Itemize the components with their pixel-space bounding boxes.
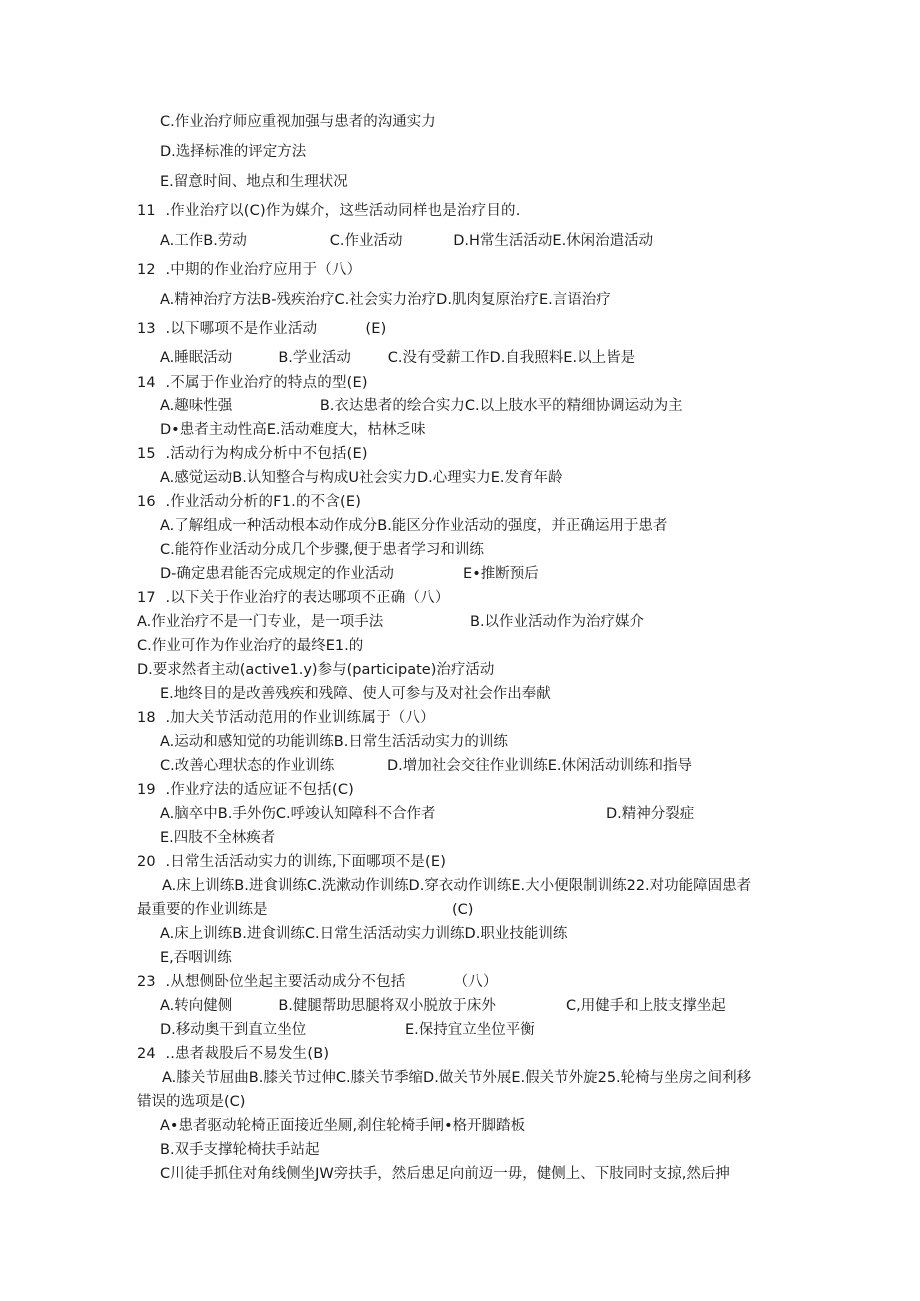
question-25-continued: 错误的选项是(C) — [137, 1094, 246, 1110]
question-22-continued: 最重要的作业训练是 — [137, 902, 268, 918]
question-11: 11 .作业治疗以(C)作为媒介，这些活动同样也是治疗目的. — [137, 203, 521, 219]
option-19-d: D.精神分裂症 — [606, 806, 695, 822]
question-12: 12 .中期的作业治疗应用于（八） — [137, 262, 362, 278]
option-17-e: E.地终目的是改善残疾和残障、使人可参与及对社会作出奉献 — [160, 686, 551, 702]
options-18-de: D.增加社会交往作业训练E.休闲活动训练和指导 — [387, 758, 693, 774]
options-13: A.睡眠活动 B.学业活动 C.没有受薪工作D.自我照料E.以上皆是 — [160, 350, 636, 366]
question-20: 20 .日常生活活动实力的训练,下面哪项不是(E) — [137, 854, 447, 870]
option-19-e: E.四肢不全林痪者 — [160, 830, 276, 846]
options-18-line-1: A.运动和感知觉的功能训练B.日常生活活动实力的训练 — [160, 734, 508, 750]
question-15: 15 .活动行为构成分析中不包括(E) — [137, 446, 368, 462]
question-19: 19 .作业疗法的适应证不包括(C) — [137, 782, 355, 798]
options-14-line-2: D•患者主动性高E.活动难度大，枯林乏味 — [160, 422, 426, 438]
option-d-line: D.选择标准的评定方法 — [160, 144, 307, 160]
option-c-line: C.作业治疗师应重视加强与患者的沟通实力 — [160, 114, 436, 130]
options-15: A.感觉运动B.认知整合与构成U社会实力D.心理实力E.发育年龄 — [160, 470, 563, 486]
question-14: 14 .不属于作业治疗的特点的型(E) — [137, 375, 368, 391]
options-16-line-2: C.能符作业活动分成几个步骤,便于患者学习和训练 — [160, 542, 484, 558]
answer-22: (C) — [452, 902, 474, 918]
option-25-a: A•患者驱动轮椅正面接近坐厕,刹住轮椅手闸•格开脚踏板 — [160, 1118, 526, 1134]
option-17-d: D.要求然者主动(active1.y)参与(participate)治疗活动 — [137, 662, 495, 678]
options-24-and-question-25: A.膝关节屈曲B.膝关节过伸C.膝关节季缩D.做关节外展E.假关节外旋25.轮椅与坐房之间利移 — [162, 1070, 752, 1086]
options-19-abc: A.脑卒中B.手外伤C.呼竣认知障科不合作者 — [160, 806, 436, 822]
question-23: 23 .从想侧卧位坐起主要活动成分不包括 （八） — [137, 974, 498, 990]
option-17-a: A.作业治疗不是一门专业，是一项手法 — [137, 614, 384, 630]
options-23-ab: A.转向健侧 B.健腿帮助思腿将双小脱放于床外 — [160, 998, 496, 1014]
option-23-e: E.保持宜立坐位平衡 — [405, 1022, 535, 1038]
option-e-line: E.留意时间、地点和生理状况 — [160, 174, 348, 190]
question-24: 24 ..患者裁股后不易发生(B) — [137, 1046, 330, 1062]
options-20-and-question-22: A.床上训练B.进食训练C.洗漱动作训练D.穿衣动作训练E.大小便限制训练22.对功能障固患者 — [162, 878, 752, 894]
options-16-line-3: D-确定患君能否完成规定的作业活动 E•推断预后 — [160, 566, 539, 582]
question-13: 13 .以下哪项不是作业活动 (E) — [137, 321, 387, 337]
option-23-c: C,用健手和上肢支撑坐起 — [566, 998, 726, 1014]
question-17: 17 .以下关于作业治疗的表达哪项不正确（八） — [137, 590, 450, 606]
option-25-c: C川徒手抓住对角线侧坐JW旁扶手，然后患足向前迈一毋，健侧上、下肢同时支掠,然后抻 — [160, 1166, 730, 1182]
question-16: 16 .作业活动分析的F1.的不含(E) — [137, 494, 362, 510]
options-11: A.工作B.劳动 C.作业活动 D.H常生活活动E.休闲治遣活动 — [160, 233, 654, 249]
option-25-b: B.双手支撑轮椅扶手站起 — [160, 1142, 320, 1158]
option-23-d: D.移动奥干到直立坐位 — [160, 1022, 307, 1038]
options-14-line-1: A.趣味性强 B.衣达患者的绘合实力C.以上肢水平的精细协调运动为主 — [160, 398, 683, 414]
option-22-e: E,吞咽训练 — [160, 950, 232, 966]
options-12: A.精神治疗方法B-残疾治疗C.社会实力治疗D.肌肉复原治疗E.言语治疗 — [160, 292, 611, 308]
options-22: A.床上训练B.进食训练C.日常生活活动实力训练D.职业技能训练 — [160, 926, 568, 942]
option-17-b: B.以作业活动作为治疗媒介 — [470, 614, 645, 630]
options-16-line-1: A.了解组成一种活动根本动作成分B.能区分作业活动的强度，并正确运用于患者 — [160, 518, 668, 534]
option-17-c: C.作业可作为作业治疗的最终E1.的 — [137, 638, 364, 654]
question-18: 18 .加大关节活动范用的作业训练属于（八） — [137, 710, 435, 726]
option-18-c: C.改善心理状态的作业训练 — [160, 758, 335, 774]
